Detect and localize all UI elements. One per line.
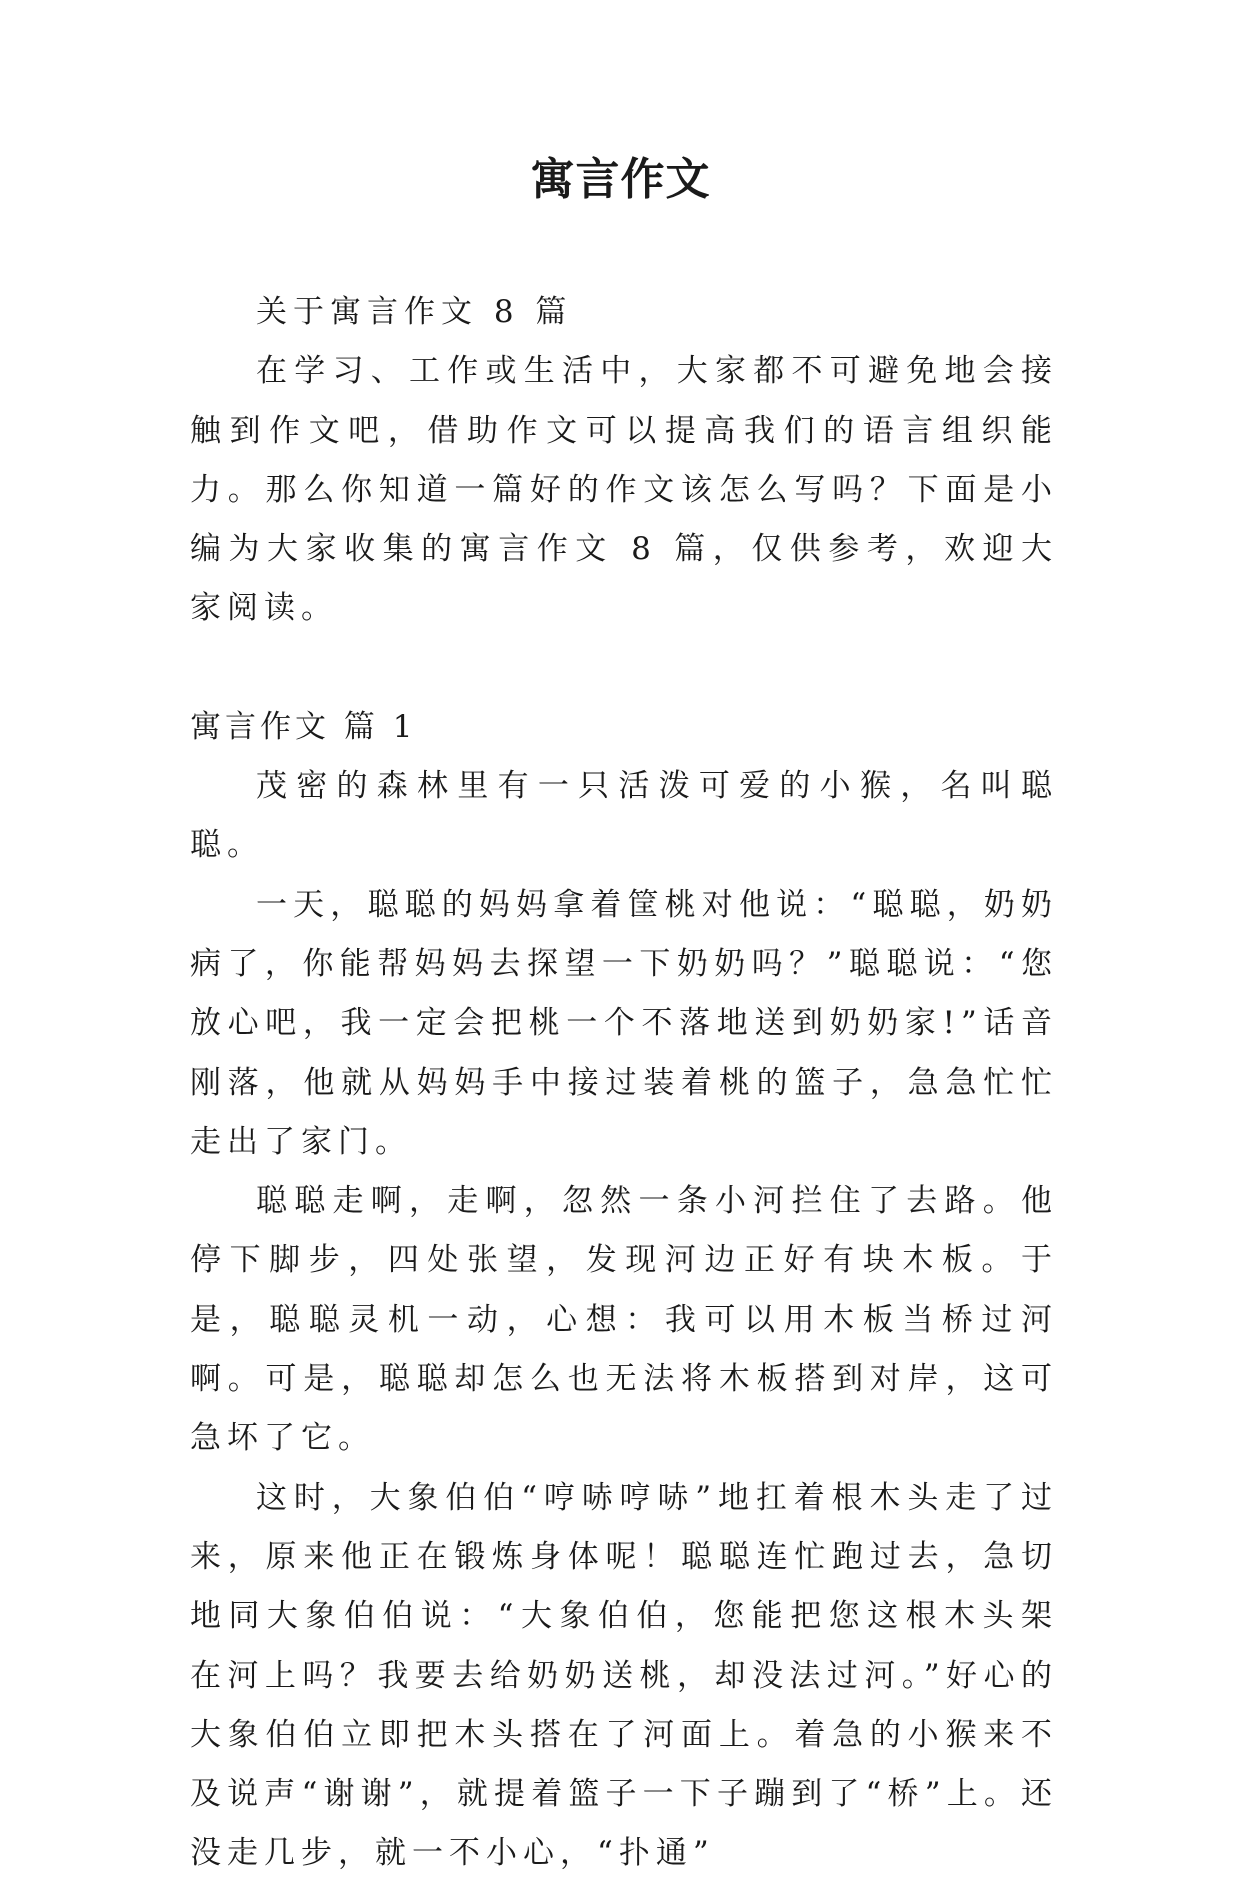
intro-paragraph: 在学习、工作或生活中，大家都不可避免地会接触到作文吧，借助作文可以提高我们的语言组织能力。那么你知道一篇好的作文该怎么写吗？下面是小编为大家收集的寓言作文 8 篇，仅供参考，欢迎大家阅读。 xyxy=(190,353,1058,627)
document-body xyxy=(190,283,1058,1884)
section-heading: 寓言作文 篇 1 xyxy=(190,708,417,745)
document-subtitle: 关于寓言作文 8 篇 xyxy=(256,294,573,330)
body-paragraph: 茂密的森林里有一只活泼可爱的小猴，名叫聪聪。 xyxy=(190,768,1058,864)
document-title: 寓言作文 xyxy=(530,154,711,205)
body-paragraph: 聪聪走啊，走啊，忽然一条小河拦住了去路。他停下脚步，四处张望，发现河边正好有块木板。于是，聪聪灵机一动，心想：我可以用木板当桥过河啊。可是，聪聪却怎么也无法将木板搭到对岸，这可急坏了它。 xyxy=(190,1183,1058,1457)
body-paragraph: 这时，大象伯伯“哼哧哼哧”地扛着根木头走了过来，原来他正在锻炼身体呢！聪聪连忙跑过去，急切地同大象伯伯说：“大象伯伯，您能把您这根木头架在河上吗？我要去给奶奶送桃，却没法过河。”好心的大象伯伯立即把木头搭在了河面上。着急的小猴来不及说声“谢谢”，就提着篮子一下子蹦到了“桥”上。还没走几步，就一不小心，“扑通” xyxy=(190,1479,1058,1872)
body-paragraph: 一天，聪聪的妈妈拿着筐桃对他说：“聪聪，奶奶病了，你能帮妈妈去探望一下奶奶吗？”聪聪说：“您放心吧，我一定会把桃一个不落地送到奶奶家!”话音刚落，他就从妈妈手中接过装着桃的篮子，急急忙忙走出了家门。 xyxy=(190,886,1058,1160)
